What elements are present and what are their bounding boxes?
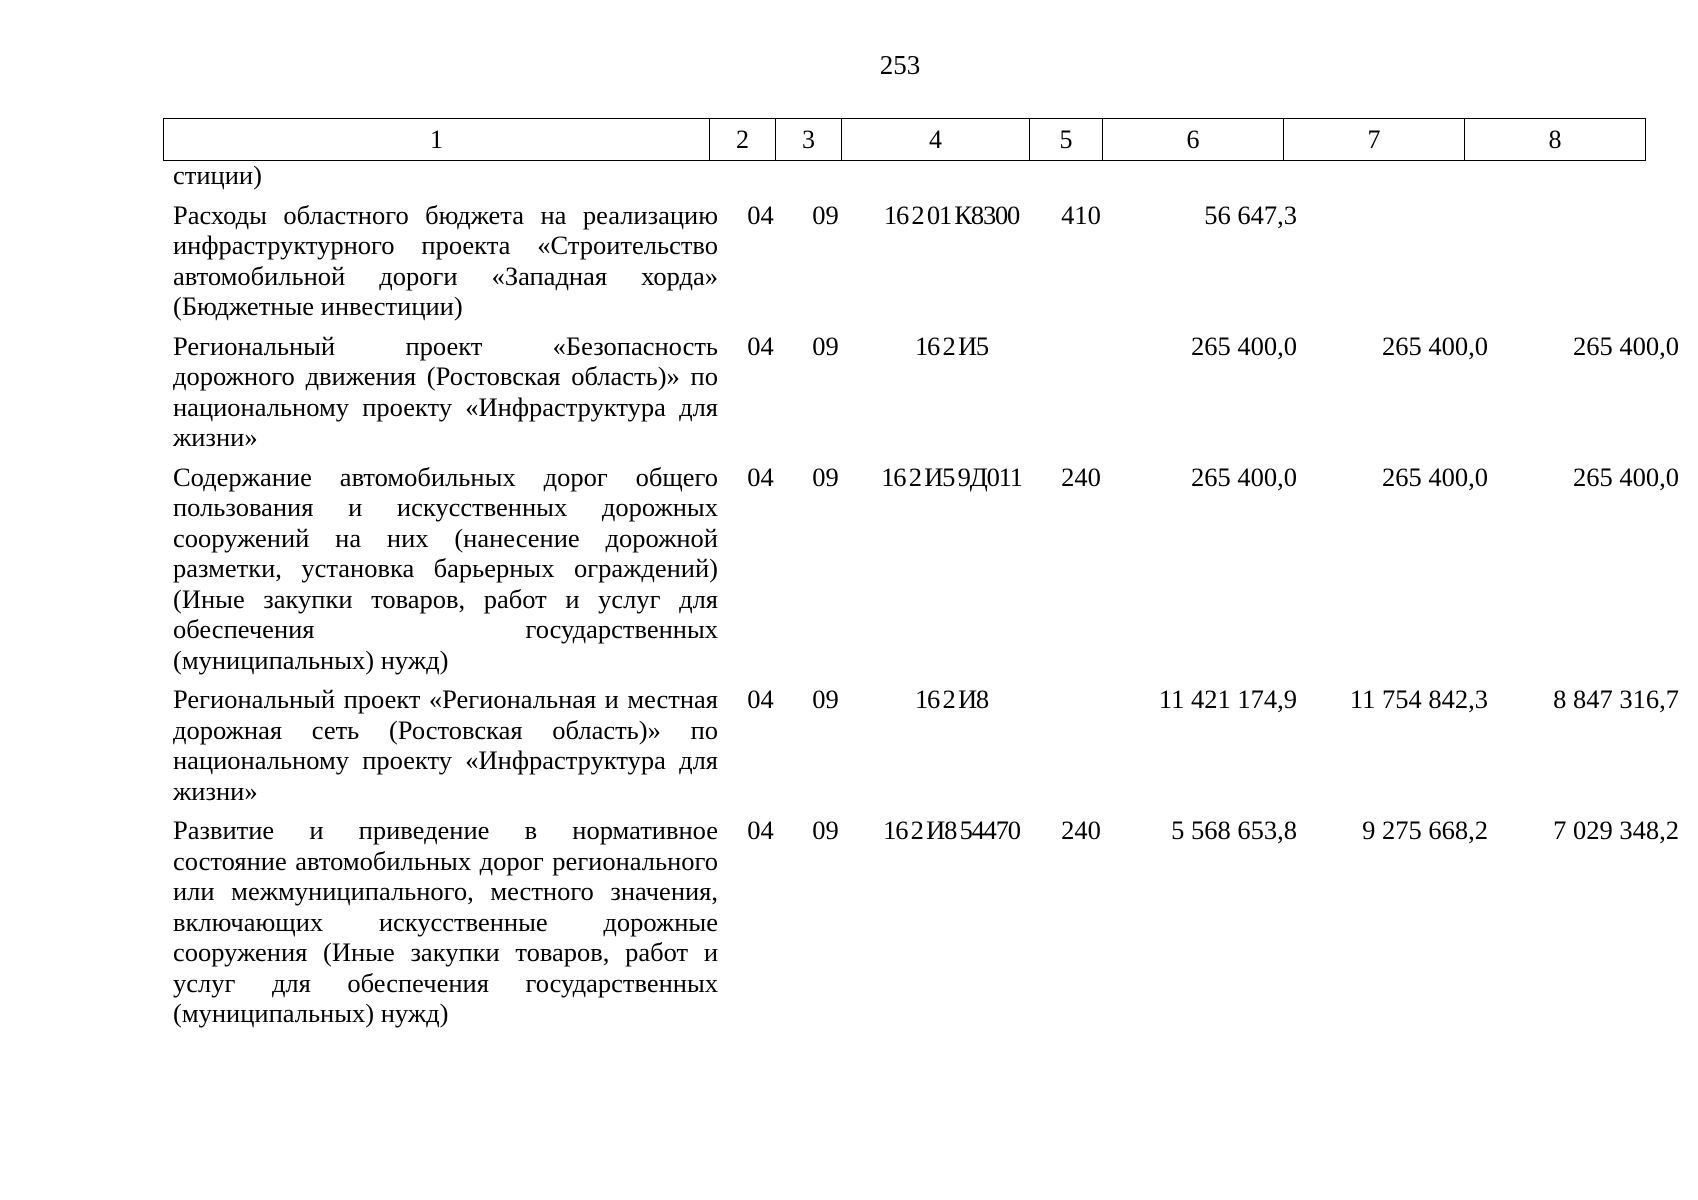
header-row: [164, 119, 1646, 161]
row-expense-type: [1045, 322, 1117, 453]
row-target: 16 2 И8 54470: [883, 815, 1020, 845]
table-row: [163, 322, 1690, 453]
row-subsection: 09: [812, 684, 839, 714]
row-expense-type: 240: [1061, 461, 1101, 492]
page-number: 253: [879, 50, 921, 80]
row-year2: 9 275 668,2: [1362, 815, 1488, 845]
row-section: 04: [747, 684, 774, 714]
header-col-1: 1: [164, 119, 710, 161]
row-subsection: 09: [812, 199, 839, 230]
row-section: 04: [747, 815, 774, 845]
row-year2: 265 400,0: [1382, 461, 1488, 492]
row-year1: 265 400,0: [1191, 461, 1297, 492]
row-target: 16 2 И5: [915, 330, 988, 361]
row-year3: 8 847 316,7: [1553, 684, 1679, 714]
row-description: Содержание автомобильных дорог общего пользования и искусственных дорожных сооружений на них (нанесение дорожной разметки, установка барьерных ограждений) (Иные закупки товаров, работ и услуг для обеспечения государственных (муниципальных) нужд): [173, 461, 718, 675]
header-col-6: 6: [1103, 119, 1284, 161]
row-year3: 265 400,0: [1573, 330, 1679, 361]
continuation-text: стиции): [173, 160, 262, 190]
row-year1: 265 400,0: [1191, 330, 1297, 361]
row-section: 04: [747, 461, 774, 492]
table-row-continuation: [163, 160, 1690, 191]
row-description: Региональный проект «Региональная и местная дорожная сеть (Ростовская область)» по национальному проекту «Инфраструктура для жизни»: [173, 684, 718, 806]
header-col-2: 2: [710, 119, 776, 161]
row-description: Расходы областного бюджета на реализацию инфраструктурного проекта «Строительство автомобильной дороги «Западная хорда» (Бюджетные инвестиции): [173, 199, 718, 321]
row-year2: 265 400,0: [1382, 330, 1488, 361]
row-target: 16 2 И5 9Д011: [881, 461, 1022, 492]
row-year2: [1308, 191, 1499, 322]
row-year1: 5 568 653,8: [1171, 815, 1297, 845]
row-description: Развитие и приведение в нормативное состояние автомобильных дорог регионального или межмуниципального, местного значения, включающих искусственные дорожные сооружения (Иные закупки товаров, работ и услуг для обеспечения государственных (муниципальных) нужд): [173, 815, 718, 1028]
row-expense-type: 240: [1061, 815, 1101, 845]
row-year2: 11 754 842,3: [1349, 684, 1488, 714]
row-target: 16 2 И8: [915, 684, 988, 714]
table-row: [163, 191, 1690, 322]
row-section: 04: [747, 199, 774, 230]
table-header: [163, 118, 1646, 161]
header-col-8: 8: [1465, 119, 1646, 161]
table-row: [163, 453, 1690, 676]
row-expense-type: [1045, 675, 1117, 806]
header-col-7: 7: [1284, 119, 1465, 161]
table-row: [163, 806, 1690, 1029]
header-col-3: 3: [776, 119, 842, 161]
table-row: [163, 675, 1690, 806]
row-target: 16 2 01 К8300: [883, 199, 1020, 230]
header-col-4: 4: [842, 119, 1030, 161]
row-description: Региональный проект «Безопасность дорожного движения (Ростовская область)» по национальному проекту «Инфраструктура для жизни»: [173, 330, 718, 452]
row-subsection: 09: [812, 330, 839, 361]
budget-table: [163, 160, 1690, 1029]
row-year3: 7 029 348,2: [1553, 815, 1679, 845]
header-col-5: 5: [1030, 119, 1103, 161]
row-year3: [1499, 191, 1690, 322]
row-year1: 56 647,3: [1204, 199, 1297, 230]
row-expense-type: 410: [1061, 199, 1101, 230]
row-section: 04: [747, 330, 774, 361]
row-year3: 265 400,0: [1573, 461, 1679, 492]
row-subsection: 09: [812, 461, 839, 492]
row-subsection: 09: [812, 815, 839, 845]
row-year1: 11 421 174,9: [1158, 684, 1297, 714]
